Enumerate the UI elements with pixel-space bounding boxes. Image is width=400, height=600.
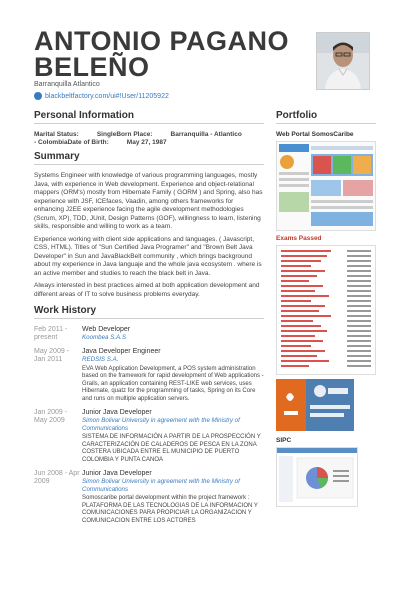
job-entry <box>34 470 264 525</box>
job-entry <box>34 348 264 403</box>
personal-info-title: Personal Information <box>34 110 264 124</box>
summary-paragraph: Experience working with client side applications and languages. ( Javascript, CSS, HTML). Titles of "Sun Certified Java Programer" and "Brown Belt Java Developer" in Sun and JavaBlackBelt community , which brings background about my experience in Java languaje and the whole java ecosystem . where is an active member and studies to reach the black belt in Java. <box>34 235 262 277</box>
portfolio-item-label[interactable]: Web Portal SomosCaribe <box>276 131 354 138</box>
job-title: Junior Java Developer <box>82 470 152 477</box>
work-history-title: Work History <box>34 305 264 319</box>
job-description: Somoscaribe portal development within the project framework : PLATAFORMA DE LAS TECNOLOGIAS DE LA INFORMACION Y COMUNICACIONES PARA PROPICIAR LA ORGANIZACION Y COMUNICACION ENTRE LOS ACTORES <box>82 495 258 524</box>
location: Barranquilla Atlantico <box>34 81 100 88</box>
summary-body <box>34 172 264 299</box>
job-description: SISTEMA DE INFORMACIÓN A PARTIR DE LA PROSPECCIÓN Y CARACTERIZACIÓN DE CALADEROS DE PESCA EN LA ZONA COSTERA UBICADA ENTRE EL MUNICIPIO DE PUERTO COLOMBIA Y PUNTA CANOA <box>82 434 261 463</box>
job-date: Feb 2011 - present <box>34 326 68 341</box>
job-company[interactable]: Simon Bolivar University in agreement with the Ministry of Communications <box>82 478 240 493</box>
job-company[interactable]: REDSIS S.A. <box>82 356 119 363</box>
personal-info-row: Marital Status: SingleBorn Place: Barranquilla - Atlantico <box>34 131 242 138</box>
profile-url[interactable]: blackbeltfactory.com/ui#!User/11205922 <box>45 92 169 100</box>
portfolio-thumbnail-sipc[interactable] <box>276 447 358 507</box>
job-date: Jun 2008 - Apr 2009 <box>34 470 80 485</box>
portfolio-thumbnail-exams[interactable] <box>276 245 376 375</box>
portfolio-thumbnail-somoscaribe[interactable] <box>276 141 376 231</box>
profile-link[interactable] <box>34 92 169 100</box>
job-description: EVA Web Application Development, a POS system administration based on the framework for rapid development of Web applications - Grails, an application containing REST-LIKE web services, uses Hibernate, quatz for the programming of tasks, Spring on its Core and runs on multiple application servers. <box>82 365 264 402</box>
job-company[interactable]: Koombea S.A.S <box>82 334 127 341</box>
summary-paragraph: Always interested in best practices aimed at both application development and different areas of IT to solve business problems everyday. <box>34 282 260 298</box>
candidate-name: ANTONIO PAGANO BELEÑO <box>34 26 290 82</box>
portfolio-column <box>276 110 376 507</box>
job-title: Java Developer Engineer <box>82 348 161 355</box>
link-icon <box>34 92 42 100</box>
job-entry <box>34 409 264 464</box>
personal-info-row: - ColombiaDate of Birth: May 27, 1987 <box>34 139 167 146</box>
job-title: Web Developer <box>82 326 131 333</box>
main-column <box>34 110 264 531</box>
job-company[interactable]: Simon Bolivar University in agreement with the Ministry of Communications <box>82 417 240 432</box>
summary-paragraph: Systems Engineer with knowledge of various programming languages, mostly Java, with experience in Web development. Experience and object-relational mappers (ORM's) mostly from Hibernate Family ( GORM ) and Spring, also has experience with JSF, ICEfaces, Vaadin, among others frameworks for enhancing J2EE experience facing the agile development methodologies (Scrum, XP), TDD, JUnit, Design Patterns (GOF), willingness to learn, listening skills, responsible and willing to work as a team. <box>34 172 263 230</box>
portfolio-item-label[interactable]: SIPC <box>276 437 292 444</box>
portfolio-thumbnail-sun-certification[interactable] <box>276 379 354 431</box>
portfolio-item-label[interactable]: Exams Passed <box>276 235 322 242</box>
job-date: Jan 2009 - May 2009 <box>34 409 68 424</box>
summary-title: Summary <box>34 151 264 165</box>
job-date: May 2009 - Jan 2011 <box>34 348 70 363</box>
portfolio-title: Portfolio <box>276 110 376 124</box>
job-title: Junior Java Developer <box>82 409 152 416</box>
profile-photo <box>316 32 370 90</box>
job-entry <box>34 326 264 342</box>
